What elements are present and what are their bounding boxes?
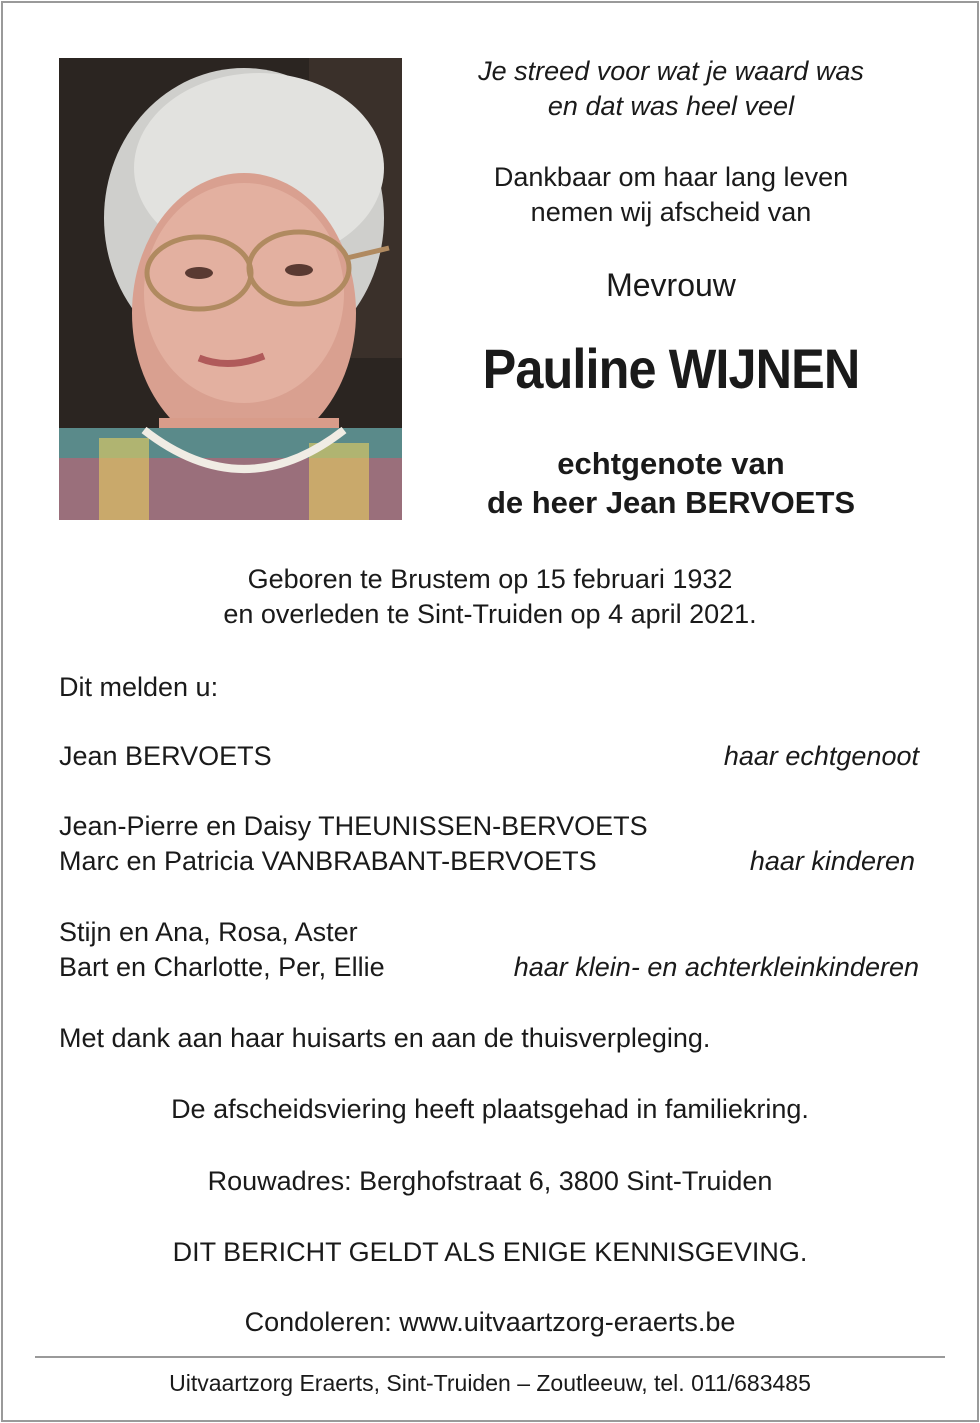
birth-line: Geboren te Brustem op 15 februari 1932 [247,564,733,594]
ceremony-text: De afscheidsviering heeft plaatsgehad in familiekring. [171,1094,809,1124]
thanks-text: Met dank aan haar huisarts en aan de thuisverpleging. [59,1023,711,1053]
notice-text: DIT BERICHT GELDT ALS ENIGE KENNISGEVING. [172,1237,808,1267]
memorial-quote [430,54,912,124]
deceased-name: Pauline WIJNEN [482,337,860,400]
grandchildren-role: haar klein- en achterkleinkinderen [513,952,919,982]
address-text: Rouwadres: Berghofstraat 6, 3800 Sint-Truiden [207,1166,773,1196]
spouse-name: Jean BERVOETS [59,741,272,771]
announce-label: Dit melden u: [59,672,219,702]
family-grandchildren [59,915,919,985]
grandchild-name: Bart en Charlotte, Per, Ellie [59,952,385,982]
portrait-photo [59,58,402,520]
quote-line: Je streed voor wat je waard was [478,56,864,86]
spouse-line: de heer Jean BERVOETS [486,485,856,520]
quote-line: en dat was heel veel [547,91,795,121]
child-name: Jean-Pierre en Daisy THEUNISSEN-BERVOETS [59,811,648,841]
spouse-relation [430,444,912,522]
spouse-line: echtgenote van [557,446,785,481]
family-spouse [59,739,919,774]
intro-line: Dankbaar om haar lang leven [493,162,849,192]
funeral-home-footer: Uitvaartzorg Eraerts, Sint-Truiden – Zoutleeuw, tel. 011/683485 [169,1370,811,1396]
intro-text [430,160,912,230]
death-line: en overleden te Sint-Truiden op 4 april 2021. [223,599,757,629]
footer-divider [35,1356,945,1358]
condolence-link[interactable]: Condoleren: www.uitvaartzorg-eraerts.be [244,1307,736,1337]
intro-line: nemen wij afscheid van [530,197,812,227]
children-role: haar kinderen [749,846,915,876]
family-children [59,809,919,879]
honorific: Mevrouw [606,267,736,303]
grandchild-name: Stijn en Ana, Rosa, Aster [59,917,358,947]
birth-death-info [40,562,940,632]
child-name: Marc en Patricia VANBRABANT-BERVOETS [59,846,597,876]
spouse-role: haar echtgenoot [723,741,919,771]
